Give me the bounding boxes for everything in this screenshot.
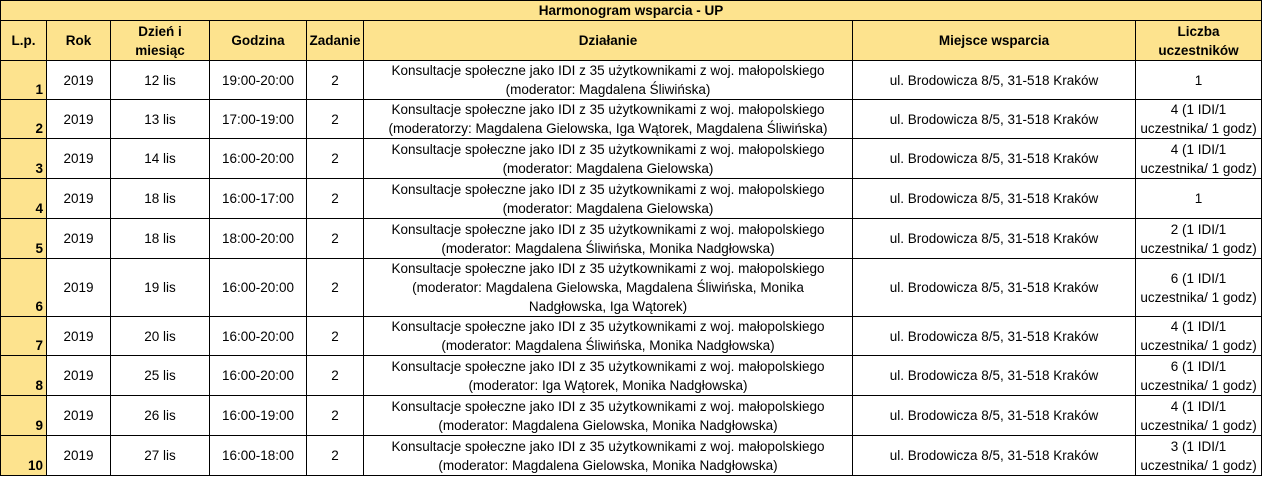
cell-rok-line: 2019 (63, 328, 94, 344)
cell-godzina-line: 16:00-20:00 (221, 328, 295, 344)
table-row (1, 100, 1262, 139)
cell-miejsce-line: ul. Brodowicza 8/5, 31-518 Kraków (889, 151, 1099, 166)
cell-lp-line: 3 (35, 161, 43, 176)
cell-godzina (210, 259, 307, 317)
col-header-godzina: Godzina (210, 21, 307, 61)
cell-dzien (111, 396, 210, 436)
table-row (1, 139, 1262, 179)
cell-dzialanie (364, 219, 853, 259)
cell-miejsce-line: ul. Brodowicza 8/5, 31-518 Kraków (889, 448, 1099, 463)
cell-uczestnicy (1136, 396, 1262, 436)
cell-uczestnicy-line: 4 (1 IDI/1 (1170, 398, 1227, 414)
cell-miejsce (853, 100, 1136, 139)
cell-rok-line: 2019 (63, 111, 94, 127)
cell-dzien (111, 317, 210, 356)
cell-rok (47, 396, 111, 436)
cell-lp-line: 7 (35, 338, 43, 353)
cell-dzien (111, 100, 210, 139)
cell-zadanie-line: 2 (331, 280, 339, 295)
cell-rok (47, 61, 111, 100)
table-row (1, 61, 1262, 100)
table-row (1, 436, 1262, 476)
cell-miejsce (853, 396, 1136, 436)
cell-zadanie (307, 396, 364, 436)
cell-uczestnicy-line: 1 (1194, 72, 1203, 88)
cell-uczestnicy-line: 3 (1 IDI/1 (1170, 438, 1227, 454)
cell-lp (1, 179, 47, 219)
cell-uczestnicy (1136, 436, 1262, 476)
cell-dzien (111, 219, 210, 259)
cell-miejsce (853, 139, 1136, 179)
cell-dzialanie-line: (moderator: Magdalena Gielowska, Monika Nadgłowska) (438, 417, 778, 433)
cell-dzien (111, 356, 210, 396)
cell-uczestnicy-line: 4 (1 IDI/1 (1170, 141, 1227, 157)
header-row (1, 21, 1262, 61)
cell-godzina (210, 179, 307, 219)
cell-rok (47, 100, 111, 139)
cell-uczestnicy-line: uczestnika/ 1 godz) (1140, 417, 1257, 433)
cell-zadanie-line: 2 (331, 72, 339, 88)
cell-uczestnicy-line: uczestnika/ 1 godz) (1140, 457, 1257, 473)
cell-dzialanie (364, 436, 853, 476)
col-header-rok: Rok (47, 21, 111, 61)
cell-godzina-line: 16:00-18:00 (221, 448, 295, 463)
cell-dzien-line: 18 lis (144, 191, 176, 206)
cell-miejsce-line: ul. Brodowicza 8/5, 31-518 Kraków (889, 72, 1099, 88)
cell-zadanie-line: 2 (331, 328, 339, 344)
cell-dzialanie-line: Konsultacje społeczne jako IDI z 35 użytkownikami z woj. małopolskiego (391, 221, 825, 237)
cell-uczestnicy (1136, 317, 1262, 356)
cell-lp (1, 317, 47, 356)
cell-lp (1, 356, 47, 396)
cell-uczestnicy-line: uczestnika/ 1 godz) (1140, 240, 1257, 256)
cell-uczestnicy-line: uczestnika/ 1 godz) (1140, 377, 1257, 393)
cell-miejsce (853, 317, 1136, 356)
cell-dzialanie-line: (moderator: Magdalena Gielowska, Monika Nadgłowska) (438, 457, 778, 473)
cell-rok-line: 2019 (63, 280, 94, 295)
cell-dzialanie (364, 396, 853, 436)
cell-miejsce-line: ul. Brodowicza 8/5, 31-518 Kraków (889, 328, 1099, 344)
cell-dzialanie-line: Konsultacje społeczne jako IDI z 35 użytkownikami z woj. małopolskiego (391, 398, 825, 414)
cell-rok (47, 317, 111, 356)
cell-uczestnicy-line: 2 (1 IDI/1 (1170, 221, 1227, 237)
cell-lp (1, 61, 47, 100)
cell-miejsce-line: ul. Brodowicza 8/5, 31-518 Kraków (889, 368, 1099, 383)
cell-zadanie-line: 2 (331, 231, 339, 246)
cell-dzien (111, 139, 210, 179)
cell-godzina (210, 61, 307, 100)
cell-dzialanie-line: Konsultacje społeczne jako IDI z 35 użytkownikami z woj. małopolskiego (391, 63, 825, 78)
cell-rok-line: 2019 (63, 368, 94, 383)
col-header-miejsce: Miejsce wsparcia (853, 21, 1136, 61)
cell-zadanie (307, 436, 364, 476)
cell-dzialanie-line: (moderatorzy: Magdalena Gielowska, Iga Wątorek, Magdalena Śliwińska) (388, 121, 828, 136)
cell-dzien (111, 61, 210, 100)
table-row (1, 179, 1262, 219)
cell-rok (47, 436, 111, 476)
cell-dzialanie-line: Konsultacje społeczne jako IDI z 35 użytkownikami z woj. małopolskiego (391, 181, 825, 197)
cell-dzialanie-line: (moderator: Magdalena Gielowska, Magdalena Śliwińska, Monika (412, 280, 804, 295)
cell-lp (1, 259, 47, 317)
cell-uczestnicy (1136, 179, 1262, 219)
cell-zadanie-line: 2 (331, 368, 339, 383)
cell-rok (47, 356, 111, 396)
cell-zadanie-line: 2 (331, 408, 339, 423)
cell-zadanie (307, 61, 364, 100)
cell-miejsce (853, 436, 1136, 476)
cell-dzien-line: 13 lis (144, 111, 176, 127)
cell-uczestnicy (1136, 356, 1262, 396)
cell-uczestnicy-line: 6 (1 IDI/1 (1170, 358, 1227, 374)
cell-miejsce (853, 259, 1136, 317)
col-header-uczestnicy: Liczba uczestników (1136, 21, 1262, 61)
cell-dzialanie-line: (moderator: Iga Wątorek, Monika Nadgłowska) (468, 377, 748, 393)
cell-uczestnicy-line: uczestnika/ 1 godz) (1140, 121, 1257, 136)
cell-godzina-line: 16:00-20:00 (221, 368, 295, 383)
cell-rok-line: 2019 (63, 151, 94, 166)
cell-dzien-line: 26 lis (144, 408, 176, 423)
cell-lp (1, 100, 47, 139)
cell-rok-line: 2019 (63, 191, 94, 206)
cell-godzina (210, 436, 307, 476)
cell-dzien-line: 27 lis (144, 448, 176, 463)
cell-zadanie (307, 356, 364, 396)
cell-godzina-line: 19:00-20:00 (221, 72, 295, 88)
cell-dzien-line: 18 lis (144, 231, 176, 246)
cell-dzialanie (364, 259, 853, 317)
cell-lp-line: 9 (35, 418, 43, 433)
cell-dzialanie-line: Nadgłowska, Iga Wątorek) (528, 299, 688, 314)
cell-dzialanie-line: Konsultacje społeczne jako IDI z 35 użytkownikami z woj. małopolskiego (391, 358, 825, 374)
cell-dzialanie-line: Konsultacje społeczne jako IDI z 35 użytkownikami z woj. małopolskiego (391, 261, 825, 276)
cell-godzina-line: 16:00-20:00 (221, 280, 295, 295)
cell-godzina (210, 100, 307, 139)
cell-dzialanie (364, 61, 853, 100)
col-header-zadanie: Zadanie (307, 21, 364, 61)
cell-zadanie (307, 139, 364, 179)
col-header-lp: L.p. (1, 21, 47, 61)
cell-dzialanie-line: (moderator: Magdalena Śliwińska) (505, 82, 711, 97)
cell-dzialanie-line: Konsultacje społeczne jako IDI z 35 użytkownikami z woj. małopolskiego (391, 438, 825, 454)
cell-dzialanie (364, 179, 853, 219)
cell-uczestnicy (1136, 259, 1262, 317)
cell-godzina (210, 139, 307, 179)
cell-dzialanie (364, 317, 853, 356)
cell-dzialanie-line: (moderator: Magdalena Śliwińska, Monika Nadgłowska) (441, 338, 775, 353)
table-title: Harmonogram wsparcia - UP (1, 1, 1262, 21)
cell-uczestnicy (1136, 219, 1262, 259)
cell-uczestnicy (1136, 139, 1262, 179)
cell-miejsce-line: ul. Brodowicza 8/5, 31-518 Kraków (889, 191, 1099, 206)
cell-uczestnicy-line: 6 (1 IDI/1 (1170, 270, 1227, 286)
cell-rok (47, 139, 111, 179)
cell-dzialanie-line: Konsultacje społeczne jako IDI z 35 użytkownikami z woj. małopolskiego (391, 141, 825, 157)
cell-rok (47, 259, 111, 317)
cell-miejsce-line: ul. Brodowicza 8/5, 31-518 Kraków (889, 408, 1099, 423)
cell-zadanie (307, 179, 364, 219)
cell-godzina-line: 17:00-19:00 (221, 111, 295, 127)
table-row (1, 356, 1262, 396)
cell-lp (1, 436, 47, 476)
cell-miejsce (853, 219, 1136, 259)
cell-lp-line: 5 (35, 241, 43, 256)
cell-godzina-line: 18:00-20:00 (221, 231, 295, 246)
cell-uczestnicy-line: 4 (1 IDI/1 (1170, 102, 1227, 117)
cell-dzien-line: 19 lis (144, 280, 176, 295)
table-row (1, 396, 1262, 436)
cell-lp-line: 2 (35, 121, 43, 136)
cell-uczestnicy (1136, 61, 1262, 100)
cell-rok (47, 179, 111, 219)
cell-rok (47, 219, 111, 259)
cell-uczestnicy (1136, 100, 1262, 139)
cell-godzina-line: 16:00-19:00 (221, 408, 295, 423)
cell-dzien-line: 12 lis (144, 72, 176, 88)
cell-uczestnicy-line: 1 (1194, 191, 1203, 206)
cell-miejsce (853, 356, 1136, 396)
cell-dzien-line: 25 lis (144, 368, 176, 383)
cell-zadanie-line: 2 (331, 448, 339, 463)
cell-dzialanie-line: (moderator: Magdalena Śliwińska, Monika Nadgłowska) (441, 240, 775, 256)
cell-lp-line: 8 (35, 378, 43, 393)
cell-uczestnicy-line: uczestnika/ 1 godz) (1140, 160, 1257, 176)
cell-miejsce-line: ul. Brodowicza 8/5, 31-518 Kraków (889, 111, 1099, 127)
cell-godzina-line: 16:00-20:00 (221, 151, 295, 166)
cell-zadanie (307, 219, 364, 259)
cell-zadanie (307, 317, 364, 356)
cell-dzien (111, 259, 210, 317)
table-row (1, 259, 1262, 317)
cell-miejsce (853, 179, 1136, 219)
cell-dzien (111, 436, 210, 476)
table-row (1, 317, 1262, 356)
cell-miejsce-line: ul. Brodowicza 8/5, 31-518 Kraków (889, 280, 1099, 295)
cell-lp-line: 6 (35, 299, 43, 314)
cell-rok-line: 2019 (63, 408, 94, 423)
cell-dzialanie-line: (moderator: Magdalena Gielowska) (502, 200, 714, 216)
cell-rok-line: 2019 (63, 72, 94, 88)
cell-zadanie-line: 2 (331, 191, 339, 206)
col-header-dzien: Dzień i miesiąc (111, 21, 210, 61)
cell-dzialanie-line: (moderator: Magdalena Gielowska) (502, 160, 714, 176)
cell-uczestnicy-line: uczestnika/ 1 godz) (1140, 338, 1257, 353)
cell-dzialanie-line: Konsultacje społeczne jako IDI z 35 użytkownikami z woj. małopolskiego (391, 102, 825, 117)
cell-zadanie-line: 2 (331, 111, 339, 127)
cell-lp-line: 4 (35, 201, 43, 216)
cell-dzien (111, 179, 210, 219)
cell-godzina-line: 16:00-17:00 (221, 191, 295, 206)
cell-godzina (210, 317, 307, 356)
cell-godzina (210, 356, 307, 396)
table-row (1, 219, 1262, 259)
cell-rok-line: 2019 (63, 231, 94, 246)
cell-godzina (210, 219, 307, 259)
cell-miejsce-line: ul. Brodowicza 8/5, 31-518 Kraków (889, 231, 1099, 246)
cell-rok-line: 2019 (63, 448, 94, 463)
cell-dzien-line: 20 lis (144, 328, 176, 344)
cell-miejsce (853, 61, 1136, 100)
cell-uczestnicy-line: uczestnika/ 1 godz) (1140, 289, 1257, 305)
cell-zadanie-line: 2 (331, 151, 339, 166)
cell-zadanie (307, 259, 364, 317)
col-header-dzialanie: Działanie (364, 21, 853, 61)
cell-lp-line: 10 (27, 458, 43, 473)
cell-lp (1, 219, 47, 259)
cell-uczestnicy-line: 4 (1 IDI/1 (1170, 319, 1227, 334)
cell-lp (1, 396, 47, 436)
cell-godzina (210, 396, 307, 436)
cell-lp-line: 1 (35, 82, 43, 97)
cell-zadanie (307, 100, 364, 139)
cell-dzialanie (364, 139, 853, 179)
cell-dzialanie (364, 356, 853, 396)
cell-dzialanie (364, 100, 853, 139)
cell-dzialanie-line: Konsultacje społeczne jako IDI z 35 użytkownikami z woj. małopolskiego (391, 319, 825, 334)
cell-lp (1, 139, 47, 179)
cell-dzien-line: 14 lis (144, 151, 176, 166)
